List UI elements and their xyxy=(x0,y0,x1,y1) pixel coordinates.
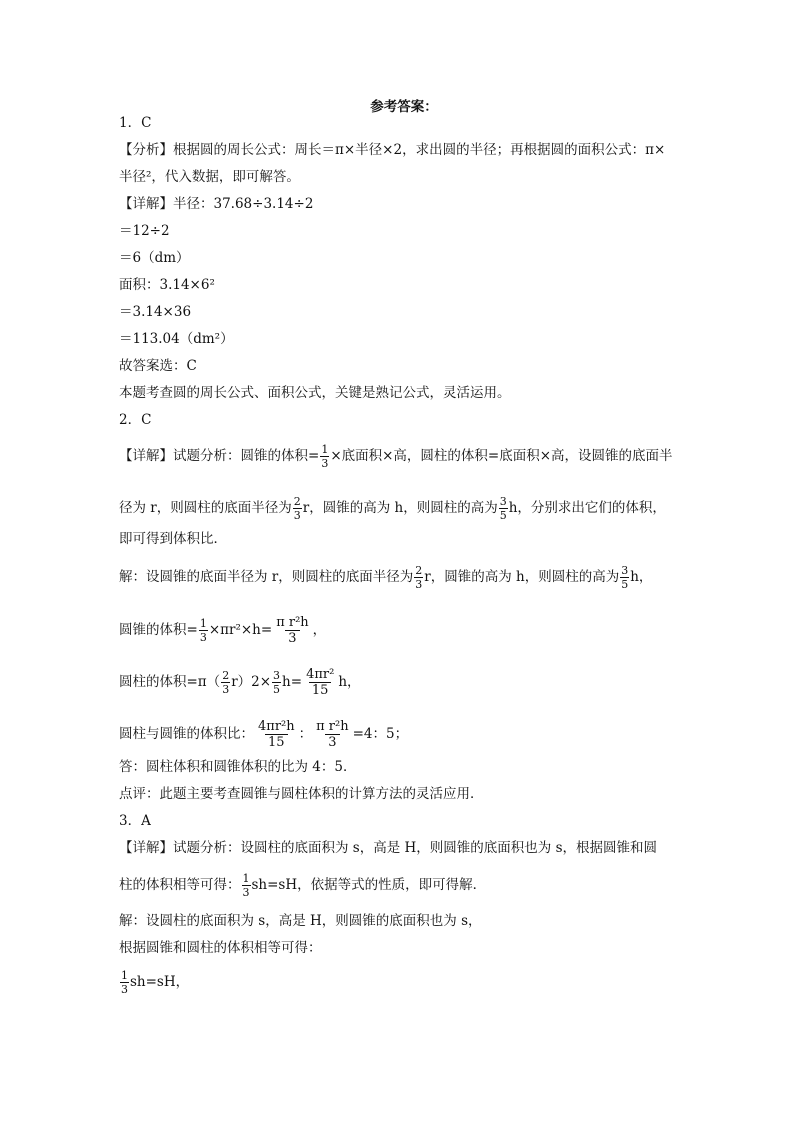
q2-line-6-text-c: h= xyxy=(282,674,303,690)
fraction-numerator: π r²h xyxy=(316,719,349,734)
fraction-two-thirds xyxy=(293,496,302,521)
q2-label: 2．C xyxy=(119,412,152,428)
q2-line-7-text-a: 圆柱与圆锥的体积比： xyxy=(119,726,254,742)
q2-line-5 xyxy=(119,616,326,645)
fraction-cylinder-volume-h xyxy=(255,720,298,749)
q1-answer: 故答案选：C xyxy=(119,358,197,374)
q2-line-2 xyxy=(119,496,666,521)
q3-line-4: 根据圆锥和圆柱的体积相等可得： xyxy=(119,940,322,956)
fraction-denominator: 5 xyxy=(621,578,629,591)
q2-line-1-text-a: 【详解】试题分析：圆锥的体积= xyxy=(119,448,320,464)
fraction-numerator: 1 xyxy=(242,872,250,885)
q1-analysis-line-2: 半径²，代入数据，即可解答。 xyxy=(119,169,300,185)
q2-line-2-text-b: r，圆锥的高为 h，则圆柱的高为 xyxy=(302,500,498,516)
fraction-denominator: 3 xyxy=(293,509,301,522)
fraction-numerator: 1 xyxy=(321,443,329,456)
fraction-numerator: 2 xyxy=(222,669,230,682)
fraction-numerator: 2 xyxy=(415,564,423,577)
fraction-one-third xyxy=(320,444,329,469)
fraction-denominator: 3 xyxy=(285,630,299,645)
q2-answer: 答：圆柱体积和圆锥体积的比为 4：5． xyxy=(119,759,357,775)
q2-line-4 xyxy=(119,565,652,590)
q1-label: 1．C xyxy=(119,115,152,131)
q3-line-2-text-a: 柱的体积相等可得： xyxy=(119,877,241,893)
q2-line-5-text-c: ， xyxy=(312,622,327,638)
fraction-denominator: 3 xyxy=(222,683,230,696)
q1-comment: 本题考查圆的周长公式、面积公式，关键是熟记公式，灵活运用。 xyxy=(119,385,511,401)
fraction-denominator: 3 xyxy=(415,578,423,591)
q3-line-1: 【详解】试题分析：设圆柱的底面积为 s，高是 H，则圆锥的底面积也为 s，根据圆锥和圆 xyxy=(119,840,658,856)
q1-detail-line-4: 面积：3.14×6² xyxy=(119,277,215,293)
fraction-denominator: 15 xyxy=(265,734,288,749)
q2-comment: 点评：此题主要考查圆锥与圆柱体积的计算方法的灵活应用． xyxy=(119,786,484,802)
q2-line-2-text-c: h，分别求出它们的体积， xyxy=(508,500,666,516)
fraction-three-fifths xyxy=(499,496,508,521)
q1-detail-line-2: ＝12÷2 xyxy=(119,223,170,239)
fraction-denominator: 5 xyxy=(273,683,281,696)
q2-line-4-text-a: 解：设圆锥的底面半径为 r，则圆柱的底面半径为 xyxy=(119,569,414,585)
q1-detail-line-1: 【详解】半径：37.68÷3.14÷2 xyxy=(119,196,314,212)
q1-detail-line-5: ＝3.14×36 xyxy=(119,304,192,320)
fraction-numerator: 2 xyxy=(293,495,301,508)
fraction-numerator: 3 xyxy=(621,564,629,577)
fraction-numerator: π r²h xyxy=(276,615,309,630)
q2-line-3: 即可得到体积比． xyxy=(119,531,227,547)
fraction-denominator: 3 xyxy=(121,983,128,996)
q2-line-7-text-c: =4：5； xyxy=(352,726,409,742)
fraction-cone-volume xyxy=(273,616,311,645)
q3-line-2 xyxy=(119,873,486,898)
fraction-one-third xyxy=(120,970,129,995)
fraction-numerator: 1 xyxy=(121,969,128,982)
fraction-one-third xyxy=(199,618,208,643)
q3-line-5 xyxy=(119,970,189,995)
q3-line-2-text-b: sh=sH，依据等式的性质，即可得解． xyxy=(251,877,487,893)
fraction-numerator: 3 xyxy=(273,669,281,682)
q3-line-3: 解：设圆柱的底面积为 s，高是 H，则圆锥的底面积也为 s， xyxy=(119,913,482,929)
fraction-numerator: 4πr² xyxy=(306,667,335,682)
q2-line-4-text-c: h， xyxy=(630,569,653,585)
fraction-two-thirds xyxy=(221,670,230,695)
fraction-three-fifths xyxy=(620,565,629,590)
fraction-three-fifths xyxy=(272,670,281,695)
fraction-denominator: 15 xyxy=(309,682,332,697)
fraction-denominator: 3 xyxy=(242,886,250,899)
fraction-cone-volume xyxy=(313,720,351,749)
fraction-denominator: 5 xyxy=(499,509,507,522)
q2-line-6-text-a: 圆柱的体积=π（ xyxy=(119,674,221,690)
page-title: 参考答案： xyxy=(370,99,438,115)
q2-line-6-text-b: r）2× xyxy=(231,674,272,690)
q2-line-7 xyxy=(119,720,408,749)
q2-line-1 xyxy=(119,444,673,469)
fraction-two-thirds xyxy=(414,565,423,590)
q1-analysis-line-1: 【分析】根据圆的周长公式：周长＝π×半径×2，求出圆的半径；再根据圆的面积公式：π× xyxy=(119,142,666,158)
q2-line-6 xyxy=(119,668,361,697)
q2-line-6-text-d: h， xyxy=(338,674,361,690)
q2-line-1-text-b: ×底面积×高，圆柱的体积=底面积×高，设圆锥的底面半 xyxy=(330,448,673,464)
fraction-numerator: 4πr²h xyxy=(258,719,295,734)
q3-line-5-text-b: sh=sH， xyxy=(130,974,190,990)
q1-detail-line-6: ＝113.04（dm²） xyxy=(119,331,234,347)
fraction-numerator: 3 xyxy=(499,495,507,508)
fraction-denominator: 3 xyxy=(321,457,329,470)
q2-line-2-text-a: 径为 r，则圆柱的底面半径为 xyxy=(119,500,292,516)
q2-line-5-text-b: ×πr²×h= xyxy=(208,622,273,638)
fraction-denominator: 3 xyxy=(199,631,207,644)
q3-label: 3．A xyxy=(119,813,151,829)
fraction-cylinder-volume xyxy=(303,668,337,697)
fraction-one-third xyxy=(242,873,251,898)
q1-detail-line-3: ＝6（dm） xyxy=(119,250,190,266)
q2-line-5-text-a: 圆锥的体积= xyxy=(119,622,198,638)
q2-line-4-text-b: r，圆锥的高为 h，则圆柱的高为 xyxy=(424,569,620,585)
fraction-numerator: 1 xyxy=(199,617,207,630)
q2-line-7-text-b: ： xyxy=(298,726,313,742)
fraction-denominator: 3 xyxy=(325,734,339,749)
